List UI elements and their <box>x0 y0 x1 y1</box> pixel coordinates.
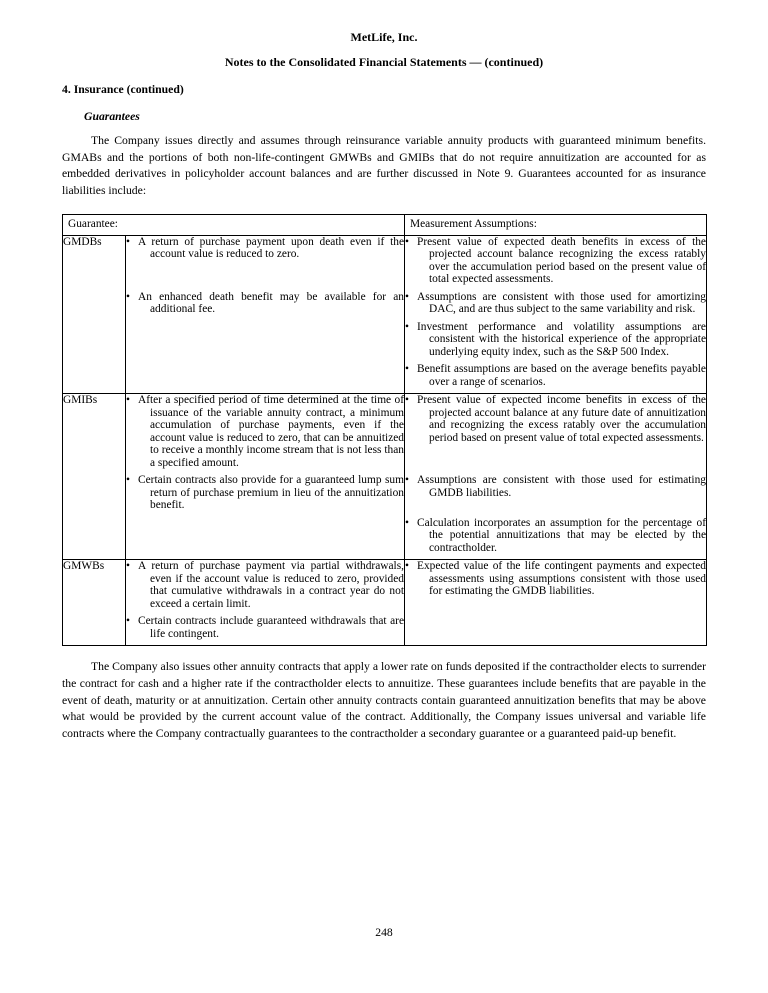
bullet-text: Investment performance and volatility assumptions are consistent with the historical experience of the appropriate underlying equity index, such as the S&P 500 Index. <box>417 320 706 358</box>
bullet-text: Assumptions are consistent with those used for amortizing DAC, and are thus subject to the same variability and risk. <box>417 290 706 316</box>
table-row <box>63 615 707 646</box>
bullet-item <box>126 560 404 610</box>
bullet-item <box>405 474 706 499</box>
guarantee-cell <box>126 474 405 517</box>
guarantee-cell <box>126 291 405 321</box>
bullet-item <box>126 615 404 640</box>
assumption-cell <box>405 363 707 394</box>
bullet-text: Present value of expected death benefits in excess of the projected account balance recognizing the excess ratably over the accumulation period based on the present value of total expected assessments. <box>417 235 706 286</box>
table-row <box>63 291 707 321</box>
bullet-icon: • <box>405 290 409 303</box>
bullet-icon: • <box>405 394 409 407</box>
bullet-text: A return of purchase payment upon death even if the account value is reduced to zero. <box>138 235 404 261</box>
table-row <box>63 517 707 560</box>
bullet-text: A return of purchase payment via partial withdrawals, even if the account value is reduced to zero, provided that cumulative withdrawals in a contract year do not exceed a certain limit. <box>138 560 404 610</box>
guarantee-cell <box>126 363 405 394</box>
bullet-item <box>405 236 706 286</box>
assumption-cell <box>405 321 707 364</box>
bullet-icon: • <box>126 560 130 573</box>
bullet-item <box>126 236 404 261</box>
bullet-icon: • <box>405 516 409 529</box>
guarantee-cell <box>126 321 405 364</box>
row-label-gmwbs: GMWBs <box>63 560 126 646</box>
row-label-gmdbs: GMDBs <box>63 235 126 394</box>
bullet-icon: • <box>405 235 409 248</box>
bullet-item <box>405 363 706 388</box>
document-title: Notes to the Consolidated Financial Statements — (continued) <box>224 55 544 69</box>
table-row <box>63 235 707 291</box>
guarantee-cell <box>126 235 405 291</box>
bullet-item <box>405 560 706 598</box>
bullet-icon: • <box>126 235 130 248</box>
guarantee-column-header: Guarantee: <box>63 215 405 236</box>
table-row <box>63 474 707 517</box>
bullet-text: Benefit assumptions are based on the average benefits payable over a range of scenarios. <box>417 363 706 388</box>
bullet-text: After a specified period of time determined at the time of issuance of the variable annuity contract, a minimum accumulation of purchase payments, even if the account value is reduced to zero, that can be annuitized to receive a monthly income stream that is not less than a specified amount. <box>138 394 404 469</box>
bullet-text: Expected value of the life contingent payments and expected assessments using assumptions consistent with those used for estimating the GMDB liabilities. <box>417 560 706 598</box>
bullet-icon: • <box>405 560 409 573</box>
bullet-text: An enhanced death benefit may be available for an additional fee. <box>138 290 404 316</box>
bullet-text: Assumptions are consistent with those used for estimating GMDB liabilities. <box>417 474 706 499</box>
bullet-icon: • <box>405 320 409 333</box>
assumption-cell <box>405 517 707 560</box>
bullet-item <box>405 394 706 444</box>
page-number: 248 <box>375 926 393 939</box>
bullet-icon: • <box>405 363 409 376</box>
bullet-text: Certain contracts also provide for a guaranteed lump sum return of purchase premium in lieu of the annuitization benefit. <box>138 474 404 512</box>
section-heading: 4. Insurance (continued) <box>62 83 184 96</box>
bullet-text: Calculation incorporates an assumption for the percentage of the potential annuitizations that may be elected by the contractholder. <box>417 516 706 554</box>
bullet-icon: • <box>126 474 130 487</box>
bullet-icon: • <box>126 615 130 628</box>
guarantee-cell <box>126 517 405 560</box>
table-row <box>63 560 707 616</box>
assumption-cell <box>405 474 707 517</box>
assumption-cell <box>405 560 707 616</box>
bullet-item <box>126 291 404 316</box>
bullet-icon: • <box>126 290 130 303</box>
intro-paragraph: The Company issues directly and assumes through reinsurance variable annuity products with guaranteed minimum benefits. GMABs and the portions of both non-life-contingent GMWBs and GMIBs that do not require annuitization are accounted for as embedded derivatives in policyholder account balances and are further discussed in Note 9. Guarantees accounted for as insurance liabilities include: <box>62 134 706 197</box>
bullet-item <box>405 517 706 555</box>
guarantee-cell <box>126 394 405 475</box>
bullet-text: Certain contracts include guaranteed withdrawals that are life contingent. <box>138 615 404 640</box>
bullet-item <box>405 291 706 316</box>
assumption-cell <box>405 394 707 475</box>
bullet-item <box>405 321 706 359</box>
bullet-icon: • <box>126 394 130 407</box>
table-row <box>63 321 707 364</box>
assumption-cell <box>405 291 707 321</box>
table-header-row <box>63 215 707 236</box>
row-label-gmibs: GMIBs <box>63 394 126 560</box>
closing-paragraph: The Company also issues other annuity contracts that apply a lower rate on funds deposited if the contractholder elects to surrender the contract for cash and a higher rate if the contractholder elects to annuitize. These guarantees include benefits that are payable in the event of death, maturity or at annuitization. Certain other annuity contracts contain guaranteed annuitization benefits that may be above what would be provided by the current account value of the contract. Additionally, the Company issues universal and variable life contracts where the Company contractually guarantees to the contractholder a secondary guarantee or a guaranteed paid-up benefit. <box>62 660 706 740</box>
bullet-item <box>126 474 404 512</box>
table-row <box>63 363 707 394</box>
company-name: MetLife, Inc. <box>350 30 418 44</box>
guarantees-table <box>62 214 707 646</box>
bullet-item <box>126 394 404 469</box>
guarantee-cell <box>126 615 405 646</box>
bullet-text: Present value of expected income benefits in excess of the projected account balance at any future date of annuitization and recognizing the excess ratably over the accumulation period based on present value of total expected assessments. <box>417 394 706 444</box>
subsection-heading: Guarantees <box>84 110 140 123</box>
table-row <box>63 394 707 475</box>
bullet-icon: • <box>405 474 409 487</box>
guarantee-cell <box>126 560 405 616</box>
assumption-cell <box>405 235 707 291</box>
assumption-cell <box>405 615 707 646</box>
assumptions-column-header: Measurement Assumptions: <box>405 215 707 236</box>
